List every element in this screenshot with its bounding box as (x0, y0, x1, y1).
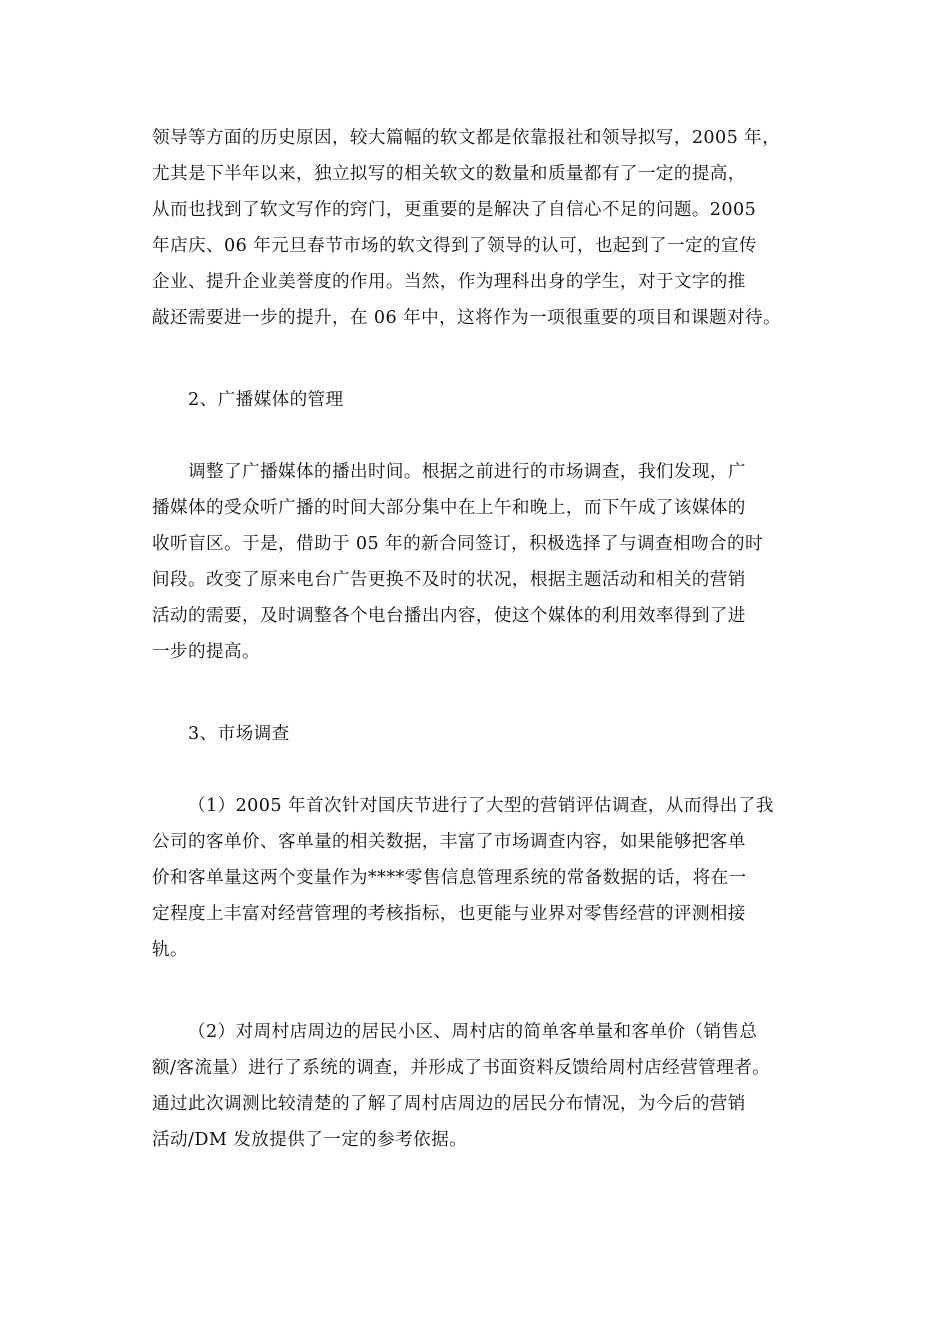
paragraph-line: 调整了广播媒体的播出时间。根据之前进行的市场调查，我们发现，广 (188, 462, 746, 482)
paragraph-survey-item-2 (152, 1014, 812, 1158)
section-heading: 3、市场调查 (188, 724, 290, 744)
paragraph-line: 轨。 (152, 940, 188, 960)
paragraph-survey-item-1 (152, 788, 812, 968)
paragraph-software-articles (152, 120, 812, 336)
paragraph-line: （1）2005 年首次针对国庆节进行了大型的营销评估调查，从而得出了我 (188, 796, 774, 816)
section-heading: 2、广播媒体的管理 (188, 390, 344, 410)
paragraph-broadcast-media (152, 454, 812, 670)
paragraph-line: 企业、提升企业美誉度的作用。当然，作为理科出身的学生，对于文字的推 (152, 272, 746, 292)
paragraph-line: 收听盲区。于是，借助于 05 年的新合同签订，积极选择了与调查相吻合的时 (152, 534, 763, 554)
paragraph-line: 播媒体的受众听广播的时间大部分集中在上午和晚上，而下午成了该媒体的 (152, 498, 746, 518)
paragraph-line: （2）对周村店周边的居民小区、周村店的简单客单量和客单价（销售总 (188, 1022, 758, 1042)
paragraph-line: 尤其是下半年以来，独立拟写的相关软文的数量和质量都有了一定的提高， (152, 164, 746, 184)
paragraph-line: 活动/DM 发放提供了一定的参考依据。 (152, 1130, 468, 1150)
paragraph-line: 领导等方面的历史原因，较大篇幅的软文都是依靠报社和领导拟写，2005 年， (152, 128, 781, 148)
paragraph-line: 通过此次调测比较清楚的了解了周村店周边的居民分布情况，为今后的营销 (152, 1094, 746, 1114)
paragraph-line: 年店庆、06 年元旦春节市场的软文得到了领导的认可，也起到了一定的宣传 (152, 236, 757, 256)
section-heading-broadcast-media (152, 382, 812, 418)
paragraph-line: 定程度上丰富对经营管理的考核指标，也更能与业界对零售经营的评测相接 (152, 904, 746, 924)
paragraph-line: 从而也找到了软文写作的窍门，更重要的是解决了自信心不足的问题。2005 (152, 200, 757, 220)
paragraph-line: 价和客单量这两个变量作为****零售信息管理系统的常备数据的话，将在一 (152, 868, 747, 888)
paragraph-line: 一步的提高。 (152, 642, 260, 662)
paragraph-line: 活动的需要，及时调整各个电台播出内容，使这个媒体的利用效率得到了进 (152, 606, 746, 626)
paragraph-line: 公司的客单价、客单量的相关数据，丰富了市场调查内容，如果能够把客单 (152, 832, 746, 852)
paragraph-line: 敲还需要进一步的提升，在 06 年中，这将作为一项很重要的项目和课题对待。 (152, 308, 781, 328)
section-heading-market-survey (152, 716, 812, 752)
paragraph-line: 额/客流量）进行了系统的调查，并形成了书面资料反馈给周村店经营管理者。 (152, 1058, 771, 1078)
paragraph-line: 间段。改变了原来电台广告更换不及时的状况，根据主题活动和相关的营销 (152, 570, 746, 590)
